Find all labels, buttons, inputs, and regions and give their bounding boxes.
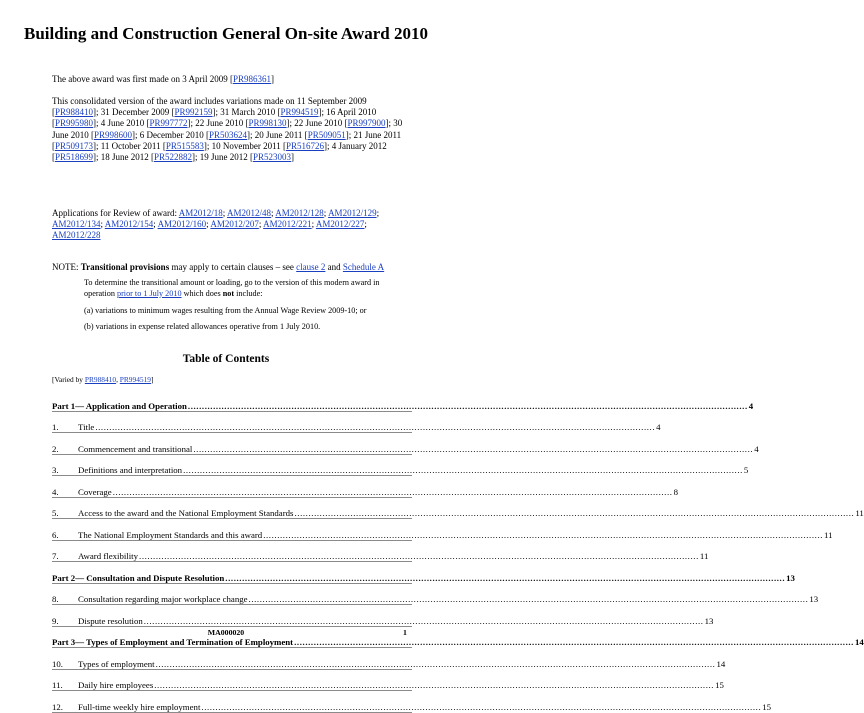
toc-number: 12. [52, 701, 63, 712]
toc-page-number: 13 [809, 594, 819, 604]
toc-row[interactable] [52, 584, 819, 606]
variation-date: ]; 22 June 2010 [ [286, 118, 348, 129]
toc-number: 2. [52, 443, 59, 454]
toc-number: 6. [52, 529, 59, 540]
toc-leader-dots: ........................................................................................................................................................................................................ [225, 572, 786, 583]
toc-number: 9. [52, 615, 59, 626]
variation-link[interactable]: PR518699 [55, 152, 94, 163]
toc-row[interactable] [52, 455, 749, 477]
variation-date: ]; 31 March 2010 [ [212, 107, 281, 118]
toc-page-number: 15 [762, 701, 772, 712]
toc-entry-text: Definitions and interpretation [78, 465, 183, 475]
note-middle: may apply to certain clauses – see [169, 262, 297, 272]
toc-row[interactable] [52, 691, 772, 713]
toc-row[interactable] [52, 541, 709, 563]
varied-link-1[interactable]: PR988410 [84, 375, 117, 384]
toc-number: 3. [52, 465, 59, 475]
toc-entry-text: Part 1— Application and Operation [52, 400, 187, 411]
variation-date: ]; 4 June 2010 [ [93, 118, 150, 129]
toc-part-row[interactable] [52, 562, 795, 584]
toc-entry-text: Title [78, 422, 95, 432]
variation-date: ]; 21 June 2011 [ [52, 129, 402, 151]
review-link[interactable]: AM2012/129 [328, 208, 377, 218]
note-body [84, 278, 404, 299]
award-title: Building and Construction General On-site Award 2010 [24, 24, 428, 43]
review-separator: ; [376, 208, 380, 218]
first-made-text: The above award was first made on 3 April 2009 [ [52, 74, 233, 84]
review-link[interactable]: AM2012/207 [210, 219, 259, 230]
review-separator: ; [323, 208, 329, 218]
toc-entry-text: The National Employment Standards and this award [78, 529, 263, 540]
variation-link[interactable]: PR523003 [253, 152, 292, 163]
variation-link[interactable]: PR995980 [55, 118, 94, 129]
toc-leader-dots: ........................................................................................................................................................................................................ [187, 400, 748, 411]
variation-date: ]; 10 November 2011 [ [203, 140, 287, 151]
toc-page-number: 14 [716, 658, 726, 669]
toc-entry-text: Consultation regarding major workplace change [78, 594, 248, 604]
toc-row[interactable] [52, 433, 759, 455]
toc-leader-dots: ........................................................................................................................................................................................................ [139, 551, 699, 561]
toc-row[interactable] [52, 605, 714, 627]
toc-number: 4. [52, 486, 59, 497]
toc-leader-dots: ........................................................................................................................................................................................................ [201, 701, 762, 712]
toc-entry-text: Coverage [78, 486, 112, 497]
note-body-bold: not [222, 288, 235, 298]
bracket-close: ] [270, 74, 274, 84]
toc-entry-text: Daily hire employees [78, 680, 154, 690]
toc-entry-text: Part 2— Consultation and Dispute Resolution [52, 572, 225, 583]
toc-entry-text: Access to the award and the National Employment Standards [78, 508, 294, 518]
toc-number: 1. [52, 422, 59, 432]
variation-date: ]; 18 June 2012 [ [93, 152, 155, 163]
review-label: Applications for Review of award: [52, 208, 179, 218]
schedule-a-link[interactable]: Schedule A [342, 262, 385, 272]
toc-page-number: 14 [854, 637, 864, 647]
variation-link[interactable]: PR998130 [248, 118, 287, 129]
variation-link[interactable]: PR997900 [347, 118, 386, 129]
toc-page-number: 5 [743, 465, 749, 475]
toc-row[interactable] [52, 498, 864, 520]
variation-date: ] [291, 152, 295, 163]
toc-leader-dots: ........................................................................................................................................................................................................ [95, 422, 656, 432]
toc-entry-text: Types of employment [78, 658, 155, 669]
review-link[interactable]: AM2012/221 [263, 219, 312, 230]
toc-leader-dots: ........................................................................................................................................................................................................ [155, 658, 716, 669]
toc-part-row[interactable] [52, 390, 754, 412]
toc-entry-text: Commencement and transitional [78, 443, 193, 454]
review-separator: ; [153, 219, 158, 230]
toc-page-number: 11 [824, 529, 833, 540]
variation-date: ]; 4 January 2012 [ [52, 140, 387, 163]
toc-entry-text: Award flexibility [78, 551, 139, 561]
variation-date: ]; 30 June 2010 [ [52, 118, 403, 140]
toc-page-number: 11 [855, 508, 864, 518]
varied-by-note [52, 375, 153, 384]
varied-link-2[interactable]: PR994519 [119, 375, 151, 384]
variation-list [52, 107, 402, 162]
variation-link[interactable]: PR997772 [149, 118, 188, 129]
toc-page-number: 4 [754, 443, 759, 454]
variation-date: ]; 16 April 2010 [ [52, 107, 377, 129]
review-separator: ; [271, 208, 276, 218]
variation-link[interactable]: PR998600 [94, 129, 133, 140]
toc-page-number: 13 [704, 615, 714, 626]
toc-row[interactable] [52, 412, 661, 434]
variation-date: ]; 6 December 2010 [ [132, 129, 209, 140]
toc-number: 5. [52, 508, 59, 518]
note-item-a: (a) variations to minimum wages resulting from the Annual Wage Review 2009-10; or [84, 306, 367, 315]
variation-link[interactable]: PR988410 [55, 107, 94, 118]
note-and: and [325, 262, 343, 272]
toc-leader-dots: ........................................................................................................................................................................................................ [143, 615, 704, 626]
toc-page-number: 13 [786, 572, 795, 583]
varied-post: ] [150, 375, 154, 384]
toc-leader-dots: ........................................................................................................................................................................................................ [154, 680, 715, 690]
review-separator: ; [311, 219, 316, 230]
toc-leader-dots: ........................................................................................................................................................................................................ [248, 594, 809, 604]
consolidated-paragraph [52, 96, 412, 163]
varied-sep: , [116, 375, 120, 384]
toc-leader-dots: ........................................................................................................................................................................................................ [294, 508, 855, 518]
toc-page-number: 4 [748, 400, 754, 411]
review-link[interactable]: AM2012/18 [178, 208, 223, 218]
toc-leader-dots: ........................................................................................................................................................................................................ [294, 637, 854, 647]
toc-number: 8. [52, 594, 59, 604]
variation-link[interactable]: PR992159 [174, 107, 213, 118]
variation-link[interactable]: PR509173 [55, 140, 94, 151]
toc-page-number: 15 [715, 680, 724, 690]
toc-row[interactable] [52, 648, 726, 670]
toc-row[interactable] [52, 670, 724, 692]
footer-page-number: 1 [403, 628, 407, 637]
review-link[interactable]: AM2012/134 [52, 219, 101, 230]
toc-entry-text: Dispute resolution [78, 615, 143, 626]
prior-version-link[interactable]: prior to 1 July 2010 [116, 288, 182, 298]
review-link[interactable]: AM2012/128 [275, 208, 324, 218]
note-body-post: include: [234, 288, 263, 298]
variation-date: ]; 31 December 2009 [ [93, 107, 175, 118]
variation-link[interactable]: PR503624 [209, 129, 248, 140]
toc-leader-dots: ........................................................................................................................................................................................................ [193, 443, 754, 454]
varied-pre: [Varied by [52, 375, 85, 384]
variation-date: ]; 20 June 2011 [ [247, 129, 308, 140]
variation-link[interactable]: PR994519 [280, 107, 319, 118]
variation-date: ]; 19 June 2012 [ [192, 152, 254, 163]
note-bold: Transitional provisions [80, 262, 170, 272]
variation-link[interactable]: PR509051 [307, 129, 346, 140]
toc-page-number: 4 [656, 422, 661, 432]
note-body-mid: which does [181, 288, 223, 298]
review-link[interactable]: AM2012/48 [227, 208, 272, 218]
first-made-paragraph [52, 74, 412, 85]
variation-link[interactable]: PR515583 [165, 140, 204, 151]
note-paragraph [52, 262, 412, 273]
toc-title: Table of Contents [182, 353, 270, 365]
toc-number: 7. [52, 551, 59, 561]
review-link[interactable]: AM2012/154 [104, 219, 154, 230]
toc-page-number: 8 [673, 486, 678, 497]
review-link[interactable]: AM2012/228 [52, 230, 101, 241]
toc-leader-dots: ........................................................................................................................................................................................................ [112, 486, 673, 497]
toc-row[interactable] [52, 476, 678, 498]
review-separator: ; [100, 219, 105, 230]
variation-pre: [ [52, 107, 55, 118]
review-link[interactable]: AM2012/160 [157, 219, 207, 230]
review-separator: ; [258, 219, 264, 230]
variation-date: ]; 22 June 2010 [ [187, 118, 249, 129]
toc-page-number: 11 [699, 551, 709, 561]
toc-leader-dots: ........................................................................................................................................................................................................ [263, 529, 824, 540]
toc-entry-text: Full-time weekly hire employment [78, 701, 201, 712]
review-separator: ; [222, 208, 227, 218]
toc-number: 11. [52, 680, 63, 690]
note-item-b: (b) variations in expense related allowances operative from 1 July 2010. [84, 322, 321, 331]
review-link[interactable]: AM2012/227 [315, 219, 365, 230]
note-body-pre: To determine the transitional amount or loading, go to the version of this modern award in operation [84, 278, 380, 298]
footer-award-code: MA000020 [207, 628, 245, 637]
variation-link[interactable]: PR522882 [154, 152, 193, 163]
review-paragraph [52, 208, 412, 242]
toc-entry-text: Part 3— Types of Employment and Termination of Employment [52, 637, 294, 647]
review-separator: ; [364, 219, 367, 230]
table-of-contents [52, 390, 864, 713]
clause-2-link[interactable]: clause 2 [296, 262, 326, 272]
pr-link[interactable]: PR986361 [232, 74, 271, 84]
consolidated-intro: This consolidated version of the award includes variations made on 11 September 2009 [52, 96, 367, 106]
variation-date: ]; 11 October 2011 [ [93, 140, 166, 151]
note-prefix: NOTE: [52, 262, 81, 272]
toc-leader-dots: ........................................................................................................................................................................................................ [183, 465, 743, 475]
toc-number: 10. [52, 658, 63, 669]
variation-link[interactable]: PR516726 [286, 140, 325, 151]
review-separator: ; [206, 219, 211, 230]
toc-row[interactable] [52, 519, 833, 541]
